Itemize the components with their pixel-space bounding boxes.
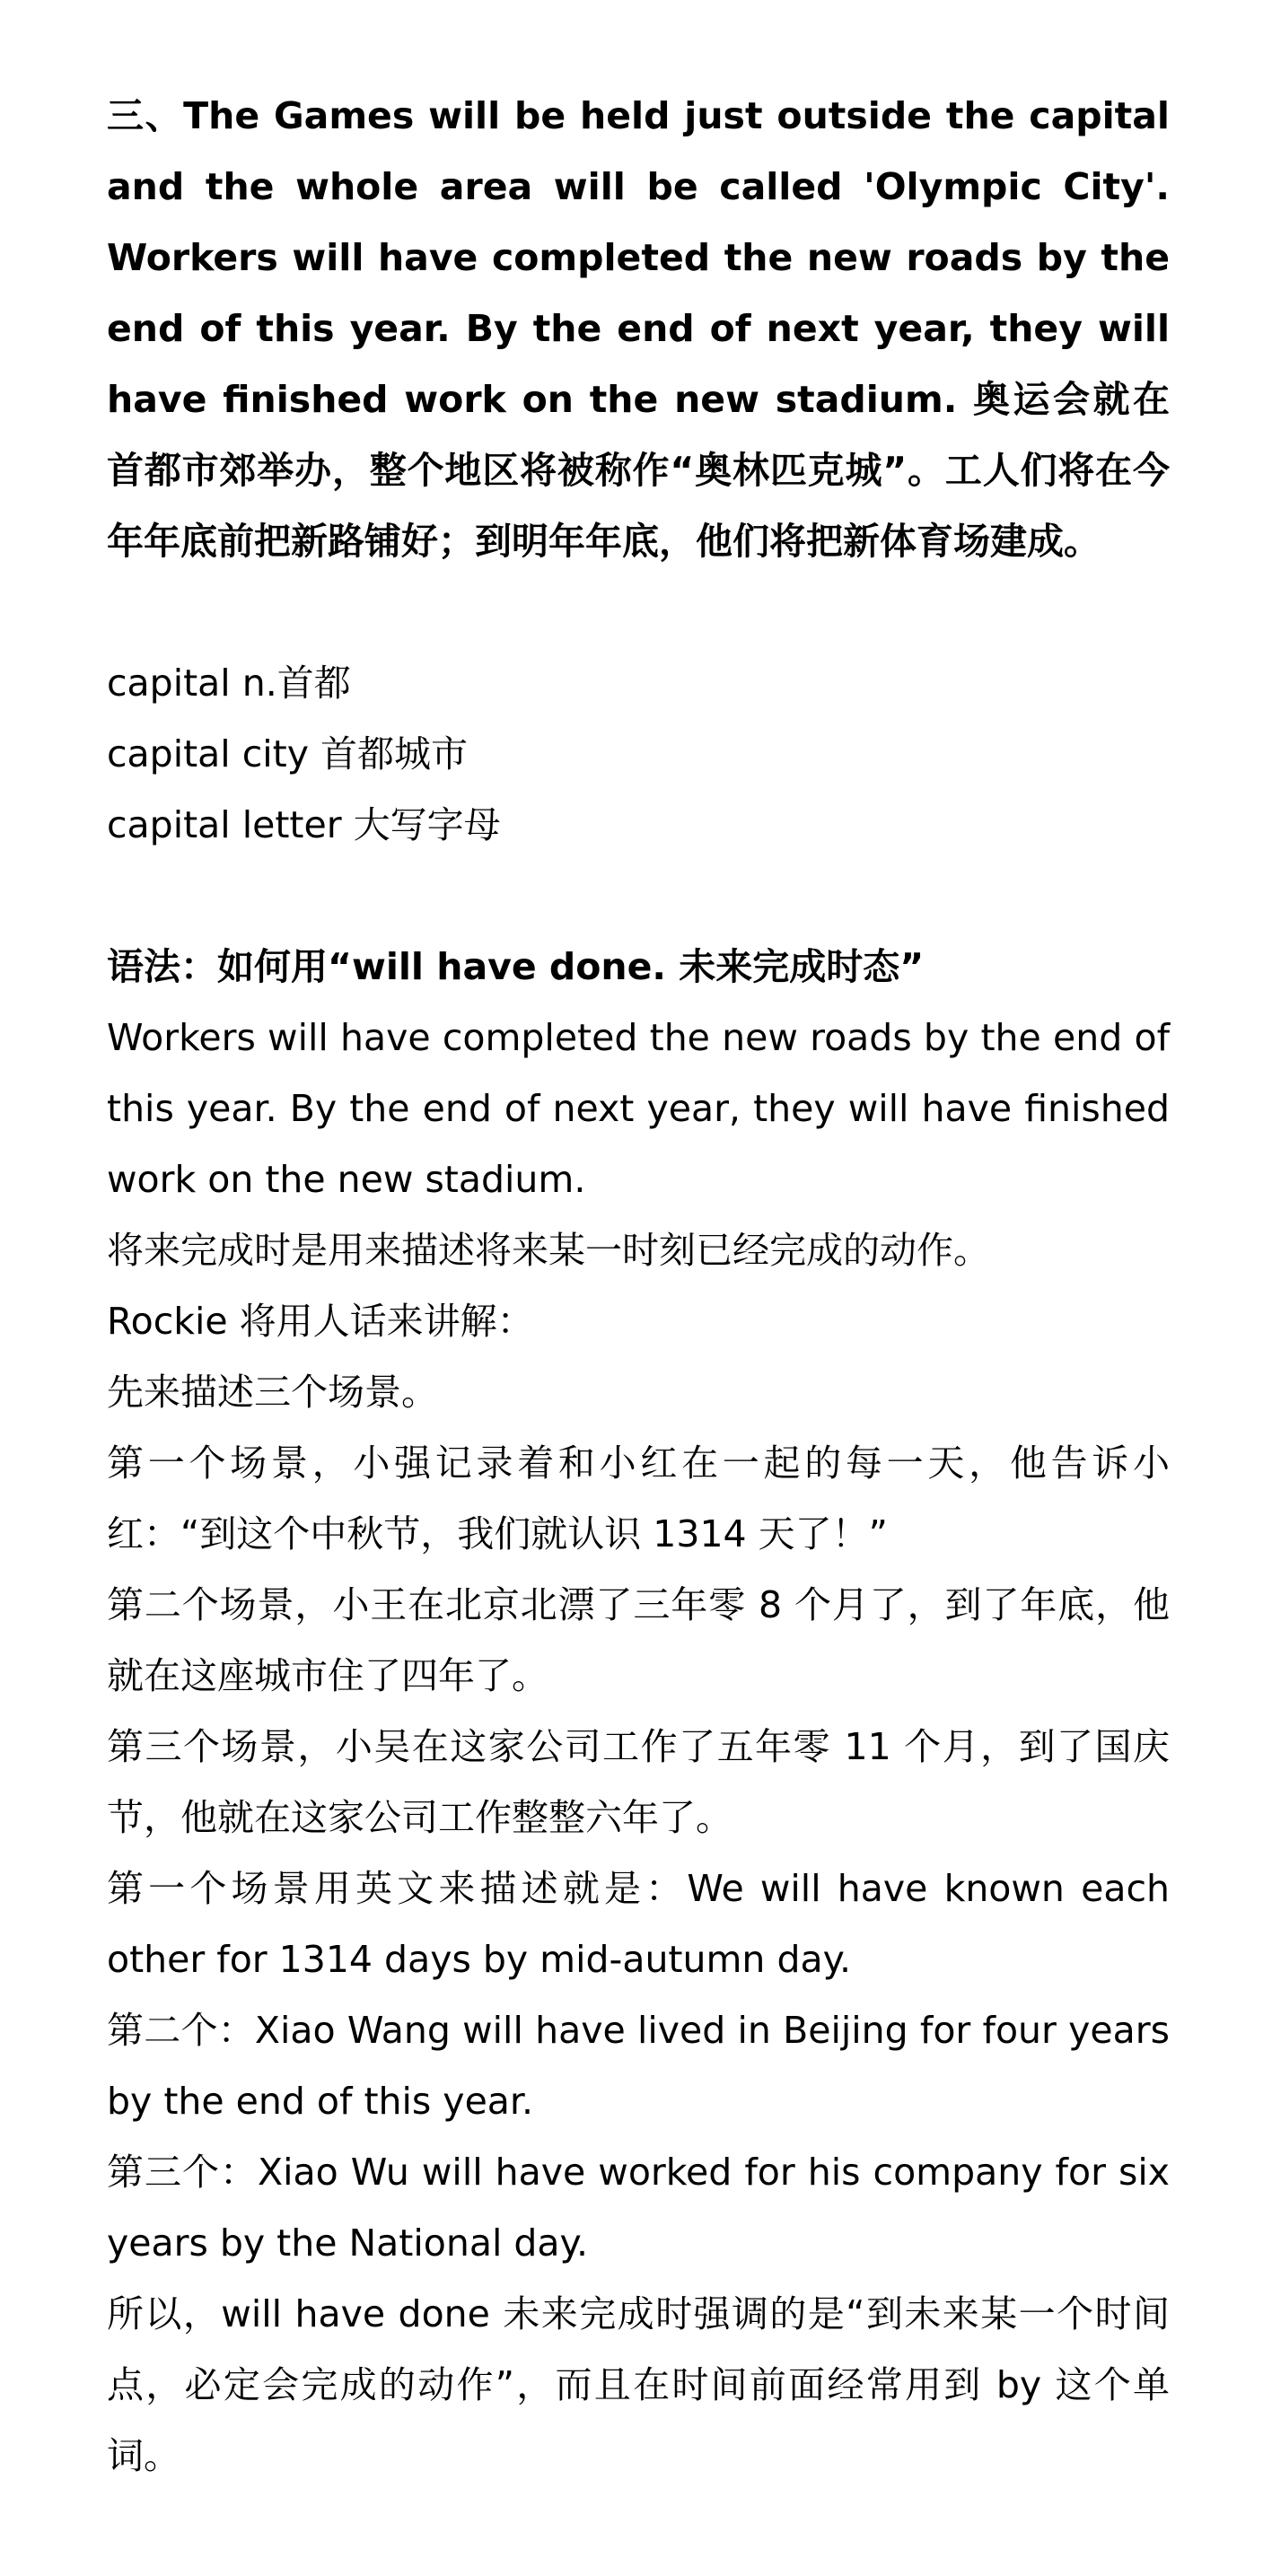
- spacer: [107, 861, 1170, 932]
- vocab-item: capital letter 大写字母: [107, 803, 501, 846]
- scenario-three: 第三个场景，小吴在这家公司工作了五年零 11 个月，到了国庆节，他就在这家公司工作整整六年了。: [107, 1725, 1170, 1839]
- example-sentence: Workers will have completed the new roads by the end of this year. By the end of next year, they will have finished work on the new stadium.: [107, 1016, 1170, 1201]
- scenario-two-english: 第二个：Xiao Wang will have lived in Beijing for four years by the end of this year.: [107, 2009, 1170, 2123]
- scenario-three-english: 第三个：Xiao Wu will have worked for his company for six years by the National day.: [107, 2151, 1170, 2265]
- conclusion-paragraph: 所以，will have done 未来完成时强调的是“到未来某一个时间点，必定会完成的动作”，而且在时间前面经常用到 by 这个单词。: [107, 2292, 1170, 2477]
- scenario-two: 第二个场景，小王在北京北漂了三年零 8 个月了，到了年底，他就在这座城市住了四年了。: [107, 1583, 1170, 1697]
- grammar-title: 语法：如何用“will have done. 未来完成时态”: [107, 945, 925, 988]
- vocab-item: capital n.首都: [107, 662, 351, 705]
- grammar-explanation: [107, 1003, 1170, 2492]
- scenario-one: 第一个场景，小强记录着和小红在一起的每一天，他告诉小红：“到这个中秋节，我们就认识 1314 天了！”: [107, 1441, 1170, 1555]
- document-body: [107, 81, 1170, 2492]
- scenarios-intro: 先来描述三个场景。: [107, 1371, 438, 1414]
- definition-paragraph: 将来完成时是用来描述将来某一时刻已经完成的动作。: [107, 1229, 990, 1272]
- intro-paragraph: Rockie 将用人话来讲解：: [107, 1300, 534, 1343]
- scenario-one-english: 第一个场景用英文来描述就是：We will have known each other for 1314 days by mid-autumn day.: [107, 1867, 1170, 1981]
- lesson-paragraph-three: 三、The Games will be held just outside the capital and the whole area will be called 'Olympic City'. Workers will have completed the new roads by the end of this year. By the end of next year, they will have finished work on the new stadium. 奥运会就在首都市郊举办，整个地区将被称作“奥林匹克城”。工人们将在今年年底前把新路铺好；到明年年底，他们将把新体育场建成。: [107, 94, 1170, 563]
- spacer: [107, 577, 1170, 648]
- vocabulary-list: [107, 648, 1170, 861]
- vocab-item: capital city 首都城市: [107, 732, 469, 775]
